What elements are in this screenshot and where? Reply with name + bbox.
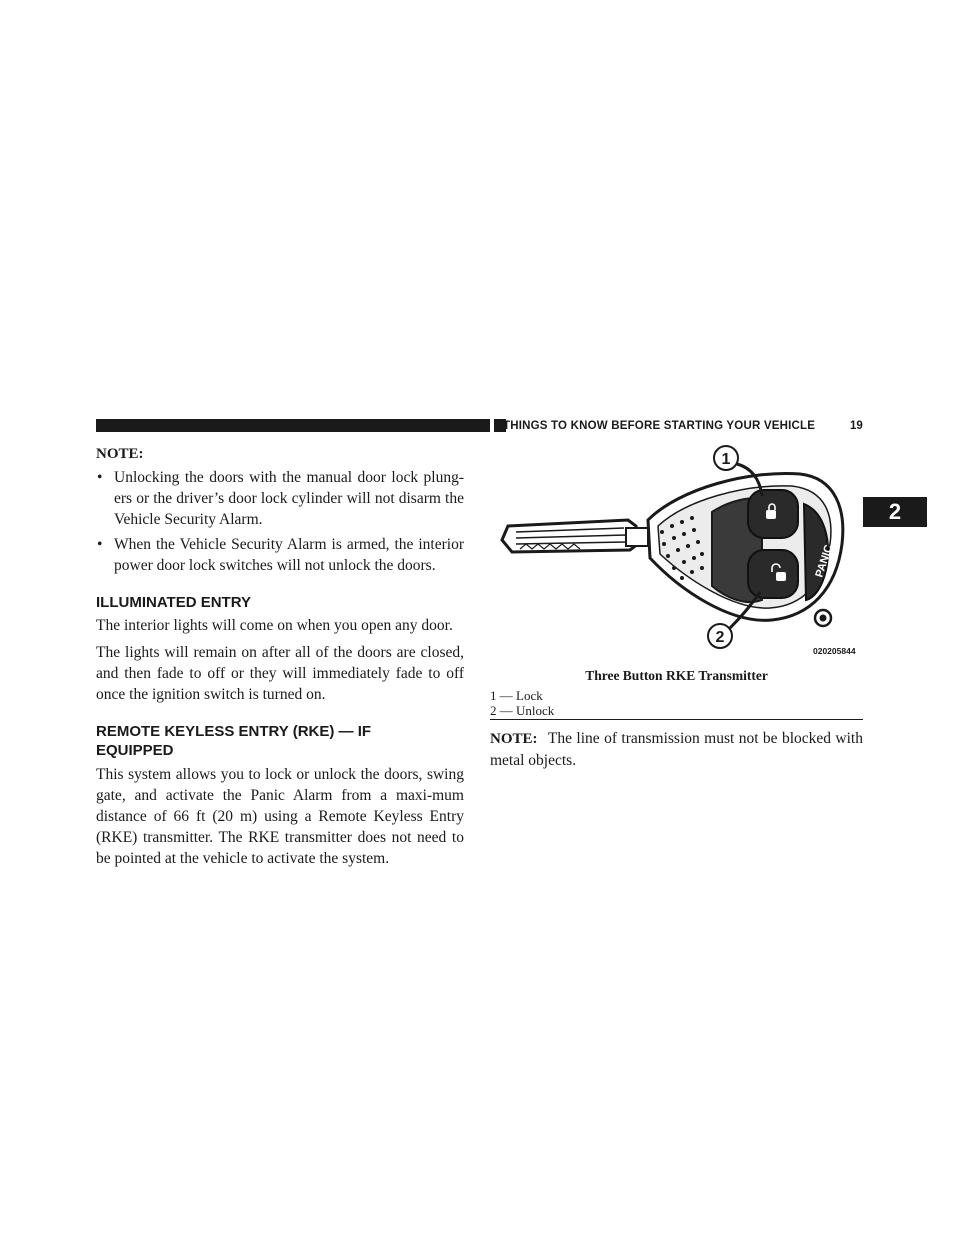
bullet-text: Unlocking the doors with the manual door lock plung-ers or the driver’s door lock cylinder will not disarm the Vehicle Security Alarm. [114, 469, 464, 528]
heading-rke: REMOTE KEYLESS ENTRY (RKE) — IF EQUIPPED [96, 723, 372, 759]
bullet-dot: • [97, 536, 103, 553]
bullet-dot: • [97, 469, 103, 486]
right-note [490, 728, 863, 771]
header-rule-left [96, 419, 490, 432]
legend-rule [490, 719, 863, 720]
chapter-tab: 2 [863, 497, 927, 527]
left-column [96, 444, 464, 869]
figure-caption: Three Button RKE Transmitter [585, 668, 768, 683]
key-fob-illustration [490, 440, 863, 664]
right-note-text: The line of transmission must not be blocked with metal objects. [490, 730, 863, 769]
heading-illuminated-entry: ILLUMINATED ENTRY [96, 594, 251, 611]
figure-code: 020205844 [813, 646, 856, 656]
note-bullet-1 [96, 467, 464, 530]
paragraph-illum-2: The lights will remain on after all of the doors are closed, and then fade to off or they will immediately fade to off once the ignition switch is turned on. [96, 644, 464, 703]
key-blade-icon [502, 520, 648, 552]
right-note-label: NOTE: [490, 731, 538, 747]
legend-item-unlock: 2 — Unlock [490, 703, 555, 718]
paragraph-rke: This system allows you to lock or unlock the doors, swing gate, and activate the Panic Alarm from a maxi-mum distance of 66 ft (20 m) using a Remote Keyless Entry (RKE) transmitter. The RKE transmitter does not need to be pointed at the vehicle to activate the system. [96, 766, 464, 867]
running-header-title: THINGS TO KNOW BEFORE STARTING YOUR VEHICLE [503, 420, 816, 432]
note-bullet-2 [96, 534, 464, 576]
page-number: 19 [850, 420, 863, 432]
callout-1-label: 1 [721, 451, 731, 468]
callout-2-label: 2 [715, 629, 725, 646]
note-label: NOTE: [96, 446, 144, 462]
legend-item-lock: 1 — Lock [490, 688, 543, 703]
paragraph-illum-1: The interior lights will come on when you open any door. [96, 617, 453, 634]
fob-body-icon [648, 473, 843, 626]
rke-transmitter-figure [490, 440, 863, 664]
figure-legend [490, 688, 554, 718]
unlock-button-icon [748, 550, 798, 598]
panic-label: PANIC [813, 543, 836, 579]
bullet-text: When the Vehicle Security Alarm is armed, the interior power door lock switches will not unlock the doors. [114, 536, 464, 574]
